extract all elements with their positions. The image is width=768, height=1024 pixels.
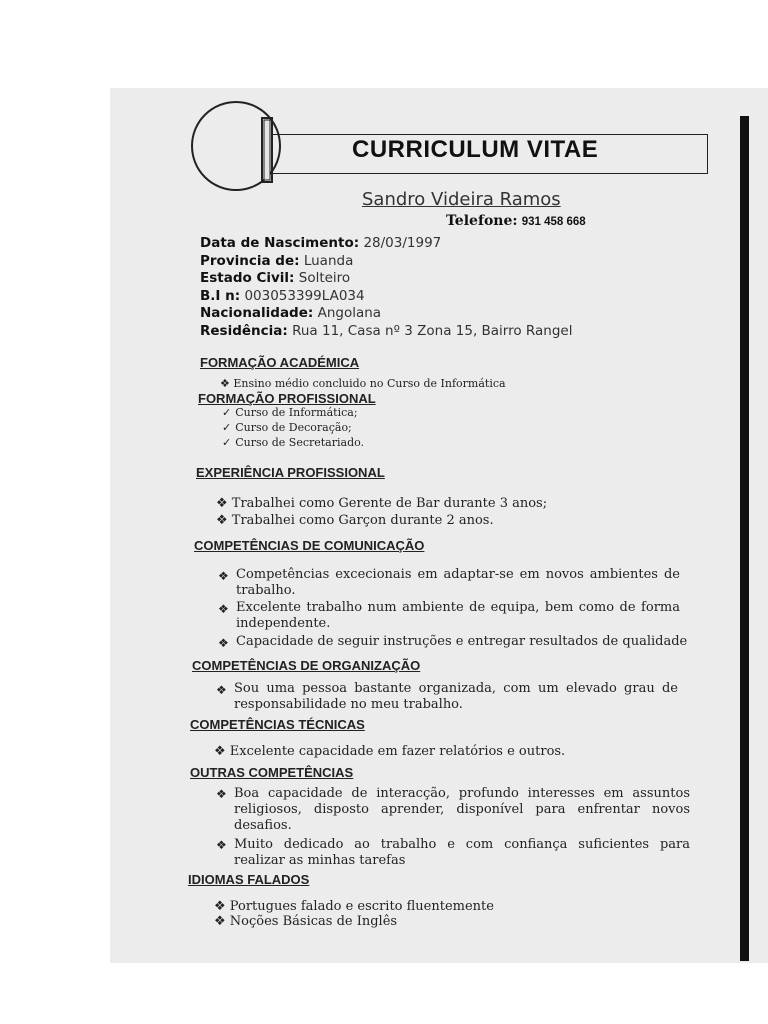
heading-idiomas: IDIOMAS FALADOS [188,872,310,887]
diamond-bullet-icon: ❖ [216,838,227,852]
personal-row [200,253,572,271]
check-icon: ✓ [222,406,232,419]
personal-label: B.I n: [200,287,241,304]
diamond-bullet-icon: ❖ [216,513,232,528]
heading-formacao-academica: FORMAÇÃO ACADÉMICA [200,355,360,370]
diamond-bullet-icon: ❖ [218,636,229,650]
list-item: Muito dedicado ao trabalho e com confiança suficientes para realizar as minhas tarefas [234,837,690,868]
list-item [214,914,397,929]
heading-organizacao: COMPETÊNCIAS DE ORGANIZAÇÃO [192,658,421,673]
item-text: Curso de Decoração; [235,421,352,434]
list-item [216,496,547,511]
phone-value: 931 458 668 [521,216,586,228]
candidate-name: Sandro Videira Ramos [362,189,561,210]
heading-tecnicas: COMPETÊNCIAS TÉCNICAS [190,717,365,732]
list-item: Excelente trabalho num ambiente de equipa, bem como de forma independente. [236,600,680,631]
diamond-bullet-icon: ❖ [218,602,229,616]
heading-comunicacao: COMPETÊNCIAS DE COMUNICAÇÃO [194,538,425,553]
diamond-bullet-icon: ❖ [220,377,234,390]
personal-value: Angolana [317,305,382,321]
personal-value: Rua 11, Casa nº 3 Zona 15, Bairro Rangel [292,322,573,339]
item-text: Curso de Secretariado. [235,436,365,449]
diamond-bullet-icon: ❖ [216,496,232,511]
item-text: Trabalhei como Garçon durante 2 anos. [231,513,494,528]
personal-value: 003053399LA034 [244,287,365,304]
item-text: Ensino médio concluido no Curso de Informática [233,377,506,390]
personal-label: Nacionalidade: [200,305,314,321]
personal-row [200,305,572,323]
phone-label: Telefone: [446,213,518,229]
item-text: Curso de Informática; [235,406,358,419]
item-text: Trabalhei como Gerente de Bar durante 3 anos; [231,496,548,511]
list-item: Capacidade de seguir instruções e entregar resultados de qualidade [236,634,688,649]
personal-info [200,235,572,340]
personal-value: Luanda [303,252,354,269]
diamond-bullet-icon: ❖ [218,569,229,583]
personal-label: Estado Civil: [200,270,295,286]
diamond-bullet-icon: ❖ [214,744,230,759]
phone-line [446,213,586,229]
list-item: Boa capacidade de interacção, profundo interesses em assuntos religiosos, disposto aprender, disponível para enfrentar novos desafios. [234,786,690,833]
list-item [220,377,506,390]
personal-row [200,235,572,253]
personal-value: Solteiro [298,270,351,286]
diamond-bullet-icon: ❖ [214,914,230,929]
personal-label: Data de Nascimento: [200,235,360,251]
personal-row [200,270,572,288]
page-border-bar [740,116,749,961]
check-icon: ✓ [222,436,232,449]
heading-formacao-profissional: FORMAÇÃO PROFISSIONAL [198,391,376,406]
page-title: CURRICULUM VITAE [352,136,599,163]
personal-label: Provincia de: [200,252,300,269]
list-item [222,421,352,434]
diamond-bullet-icon: ❖ [214,899,230,914]
item-text: Excelente capacidade em fazer relatórios e outros. [229,744,566,759]
list-item [216,513,494,528]
diamond-bullet-icon: ❖ [216,787,227,801]
personal-row [200,323,572,341]
list-item: Sou uma pessoa bastante organizada, com um elevado grau de responsabilidade no meu trabalho. [234,681,678,712]
heading-outras: OUTRAS COMPETÊNCIAS [190,765,354,780]
personal-label: Residência: [200,322,288,339]
list-item [222,406,358,419]
diamond-bullet-icon: ❖ [216,683,227,697]
item-text: Portugues falado e escrito fluentemente [229,899,494,914]
personal-row [200,288,572,306]
list-item [214,744,565,759]
personal-value: 28/03/1997 [363,235,442,251]
heading-experiencia: EXPERIÊNCIA PROFISSIONAL [196,465,385,480]
list-item [214,899,494,914]
check-icon: ✓ [222,421,232,434]
list-item [222,436,364,449]
list-item: Competências excecionais em adaptar-se em novos ambientes de trabalho. [236,567,680,598]
item-text: Noções Básicas de Inglês [229,914,398,929]
